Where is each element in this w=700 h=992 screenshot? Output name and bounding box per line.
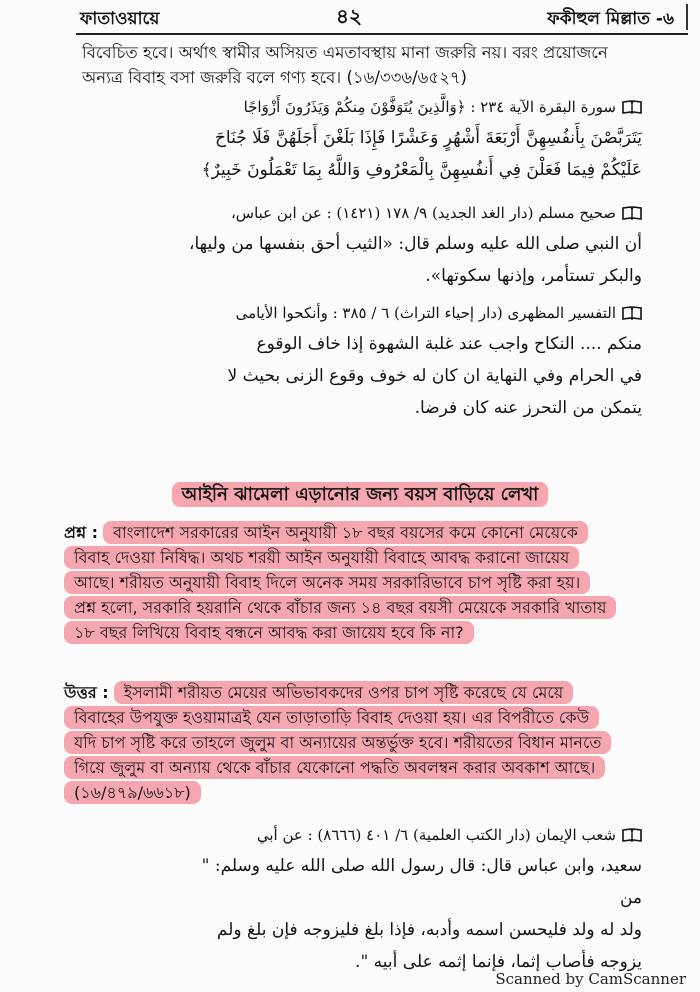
answer-line: ইসলামী শরীয়ত মেয়ের অভিভাবকদের ওপর চাপ সৃষ্টি করেছে যে মেয়ে [114, 681, 573, 704]
question-label: প্রশ্ন : [64, 523, 98, 542]
reference-line: في الحرام وفي النهاية ان كان له خوف وقوع الزنى بحيث لا [227, 366, 642, 386]
reference-line: والبكر تستأمر، وإذنها سكوتها». [425, 266, 642, 286]
open-book-icon [622, 306, 642, 320]
header-rule [76, 33, 688, 35]
reference-line: عَلَيْكُمْ فِيمَا فَعَلْنَ فِي أَنفُسِهِنَّ بِالْمَعْرُوفِ وَاللَّهُ بِمَا تَعْمَلُونَ خَبِيرٌ﴾ [201, 160, 642, 180]
section-title [120, 480, 600, 510]
open-book-icon [622, 100, 642, 114]
answer-line: যদি চাপ সৃষ্টি করে তাহলে জুলুম বা অন্যায়ের অন্তর্ভুক্ত হবে। শরীয়তের বিধান মানতে [64, 731, 611, 754]
reference-citation: سورة البقرة الآية ٢٣٤ : ﴿وَالَّذِينَ يُتَوَفَّوْنَ مِنكُمْ وَيَذَرُونَ أَزْوَاجًا [243, 98, 616, 116]
reference-line: يزوجه فأصاب إثما، فإنما إثمه على أبيه ". [355, 952, 642, 972]
answer-reference: (১৬/৪৭৯/৬৬১৮) [64, 781, 201, 804]
question-line: বিবাহ দেওয়া নিষিদ্ধ। অথচ শরয়ী আইন অনুযায়ী বিবাহে আবদ্ধ করানো জায়েয [64, 546, 579, 569]
answer-block [64, 680, 664, 805]
reference-line: أن النبي صلى الله عليه وسلم قال: «الثيب أحق بنفسها من وليها، [188, 234, 642, 254]
reference-line: ولد له ولد فليحسن اسمه وأدبه، فإذا بلغ فليزوجه فإن بلغ ولم [216, 920, 642, 940]
page-header [0, 0, 700, 34]
reference-line: يَتَرَبَّصْنَ بِأَنفُسِهِنَّ أَرْبَعَةَ أَشْهُرٍ وَعَشْرًا فَإِذَا بَلَغْنَ أَجَلَهُنَّ فَلَا جُنَاحَ [214, 128, 642, 148]
answer-line: গিয়ে জুলুম বা অন্যায় থেকে বাঁচার যেকোনো পদ্ধতি অবলম্বন করার অবকাশ আছে। [64, 756, 605, 779]
open-book-icon [622, 206, 642, 220]
question-block [64, 520, 664, 645]
header-author: ফকীহুল মিল্লাত -৬ [547, 9, 674, 29]
section-title-text: আইনি ঝামেলা এড়ানোর জন্য বয়স বাড়িয়ে লেখা [172, 482, 549, 507]
reference-line: منكم .... النكاح واجب عند غلبة الشهوة إذا خاف الوقوع [256, 334, 642, 354]
header-book-title: ফাতাওয়ায়ে [80, 9, 160, 29]
answer-line: বিবাহের উপযুক্ত হওয়ামাত্রই যেন তাড়াতাড়ি বিবাহ দেওয়া হয়। এর বিপরীতে কেউ [64, 706, 599, 729]
page-number: ৪২ [336, 4, 362, 28]
open-book-icon [622, 828, 642, 842]
reference-quran [182, 92, 642, 186]
intro-paragraph [82, 40, 682, 90]
reference-line: يتمكن من التحرز عنه كان فرضا. [414, 398, 642, 418]
scanner-watermark: Scanned by CamScanner [495, 970, 686, 988]
reference-citation: شعب الإيمان (دار الكتب العلمية) ٦/ ٤٠١ (٨٦٦٦) : عن أبي [256, 826, 616, 844]
reference-shuab [182, 820, 642, 978]
reference-citation: التفسير المظهرى (دار إحياء التراث) ٦ / ٣٨٥ : وأنكحوا الأيامى [235, 304, 616, 322]
question-line: বাংলাদেশ সরকারের আইন অনুযায়ী ১৮ বছর বয়সের কমে কোনো মেয়েকে [103, 521, 588, 544]
reference-muslim [182, 198, 642, 292]
question-line: ১৮ বছর লিখিয়ে বিবাহ বন্ধনে আবদ্ধ করা জায়েয হবে কি না? [64, 621, 474, 644]
reference-mazhari [182, 298, 642, 424]
answer-label: উত্তর : [64, 683, 109, 702]
intro-line: অন্যত্র বিবাহ বসা জরুরি বলে গণ্য হবে। (১৬/৩৩৬/৬৫২৭) [82, 68, 467, 87]
intro-line: বিবেচিত হবে। অর্থাৎ স্বামীর অসিয়ত এমতাবস্থায় মানা জরুরি নয়। বরং প্রয়োজনে [82, 43, 608, 62]
reference-line: سعيد، وابن عباس قال: قال رسول الله صلى الله عليه وسلم: " من [201, 856, 642, 908]
question-line: আছে। শরীয়ত অনুযায়ী বিবাহ দিলে অনেক সময় সরকারিভাবে চাপ সৃষ্টি করা হয়। [64, 571, 590, 594]
question-line: প্রশ্ন হলো, সরকারি হয়রানি থেকে বাঁচার জন্য ১৪ বছর বয়সী মেয়েকে সরকারি খাতায় [64, 596, 616, 619]
page-edge-mark [686, 4, 688, 30]
reference-citation: صحيح مسلم (دار الغد الجديد) ٩/ ١٧٨ (١٤٢١) : عن ابن عباس، [230, 204, 616, 222]
